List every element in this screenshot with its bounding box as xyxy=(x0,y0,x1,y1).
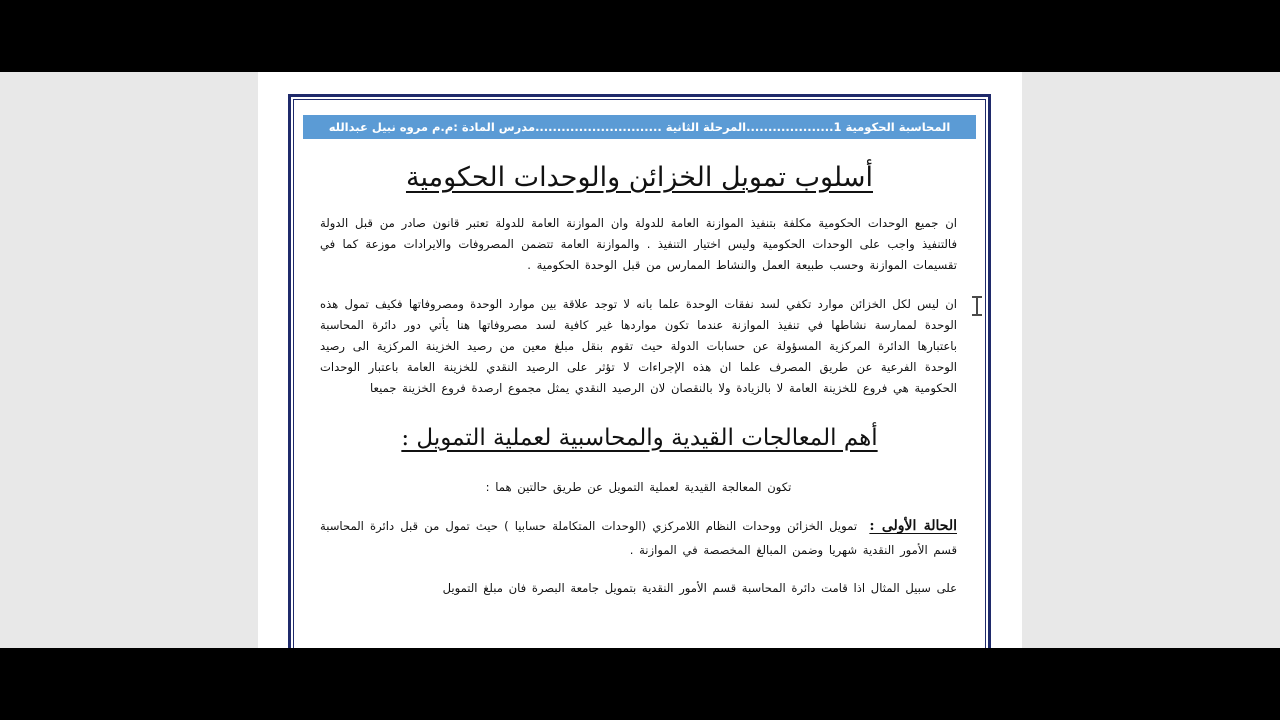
letterbox-bottom xyxy=(0,648,1280,720)
document-viewer-canvas[interactable] xyxy=(0,72,1280,648)
case-one-text: تمويل الخزائن ووحدات النظام اللامركزي (الوحدات المتكاملة حسابيا ) حيث تمول من قبل دائرة المحاسبة قسم الأمور النقدية شهريا وضمن المبالغ المخصصة في الموازنة . xyxy=(320,519,957,558)
letterbox-top xyxy=(0,0,1280,72)
document-subtitle xyxy=(308,424,971,454)
document-subtitle-text: أهم المعالجات القيدية والمحاسبية لعملية التمويل : xyxy=(401,424,878,451)
body-paragraph-4-clipped: على سبيل المثال اذا قامت دائرة المحاسبة قسم الأمور النقدية بتمويل جامعة البصرة فان مبلغ التمويل xyxy=(442,580,957,595)
ibeam-cap-bottom xyxy=(972,314,982,316)
case-one-label: الحالة الأولى : xyxy=(869,518,957,535)
page-content xyxy=(300,106,979,648)
body-paragraph-2: ان ليس لكل الخزائن موارد تكفي لسد نفقات الوحدة علما بانه لا توجد علاقة بين موارد الوحدة ومصروفاتها فكيف تمول هذه الوحدة لممارسة نشاطها في تنفيذ الموازنة عندما تكون مواردها غير كافية لسد مصروفاتها هنا يأتي دور دائرة المحاسبة باعتبارها الدائرة المركزية المسؤولة عن حسابات الدولة حيث تقوم بنقل مبلغ معين من رصيد الخزينة المركزية الى رصيد الوحدة الفرعية عن طريق المصرف علما ان هذه الإجراءات لا تؤثر على الرصيد النقدي للخزينة العامة باعتبار الوحدات الحكومية هي فروع للخزينة العامة لا بالزيادة ولا بالنقصان لان الرصيد النقدي يمثل مجموع ارصدة فروع الخزينة جميعا xyxy=(320,297,957,396)
document-title-text: أسلوب تمويل الخزائن والوحدات الحكومية xyxy=(405,162,873,193)
body-paragraph-3: تكون المعالجة القيدية لعملية التمويل عن طريق حالتين هما : xyxy=(485,480,792,495)
body-paragraph-1: ان جميع الوحدات الحكومية مكلفة بتنفيذ الموازنة العامة للدولة وان الموازنة العامة للدولة تعتبر قانون صادر من قبل الدولة فالتنفيذ واجب على الوحدات الحكومية وليس اختيار التنفيذ . والموازنة العامة تتضمن المصروفات والايرادات موزعة كما في تقسيمات الموازنة وحسب طبيعة العمل والنشاط الممارس من قبل الوحدة الحكومية . xyxy=(320,215,957,272)
page-sheet[interactable] xyxy=(258,72,1022,648)
document-title xyxy=(308,161,971,195)
text-ibeam-cursor xyxy=(972,296,982,316)
document-header-banner: المحاسبة الحكومية 1....................المرحلة الثانية .............................مدرس المادة :م.م مروه نبيل عبدالله xyxy=(303,115,976,139)
case-one-paragraph xyxy=(320,514,957,561)
ibeam-stem xyxy=(976,297,978,315)
